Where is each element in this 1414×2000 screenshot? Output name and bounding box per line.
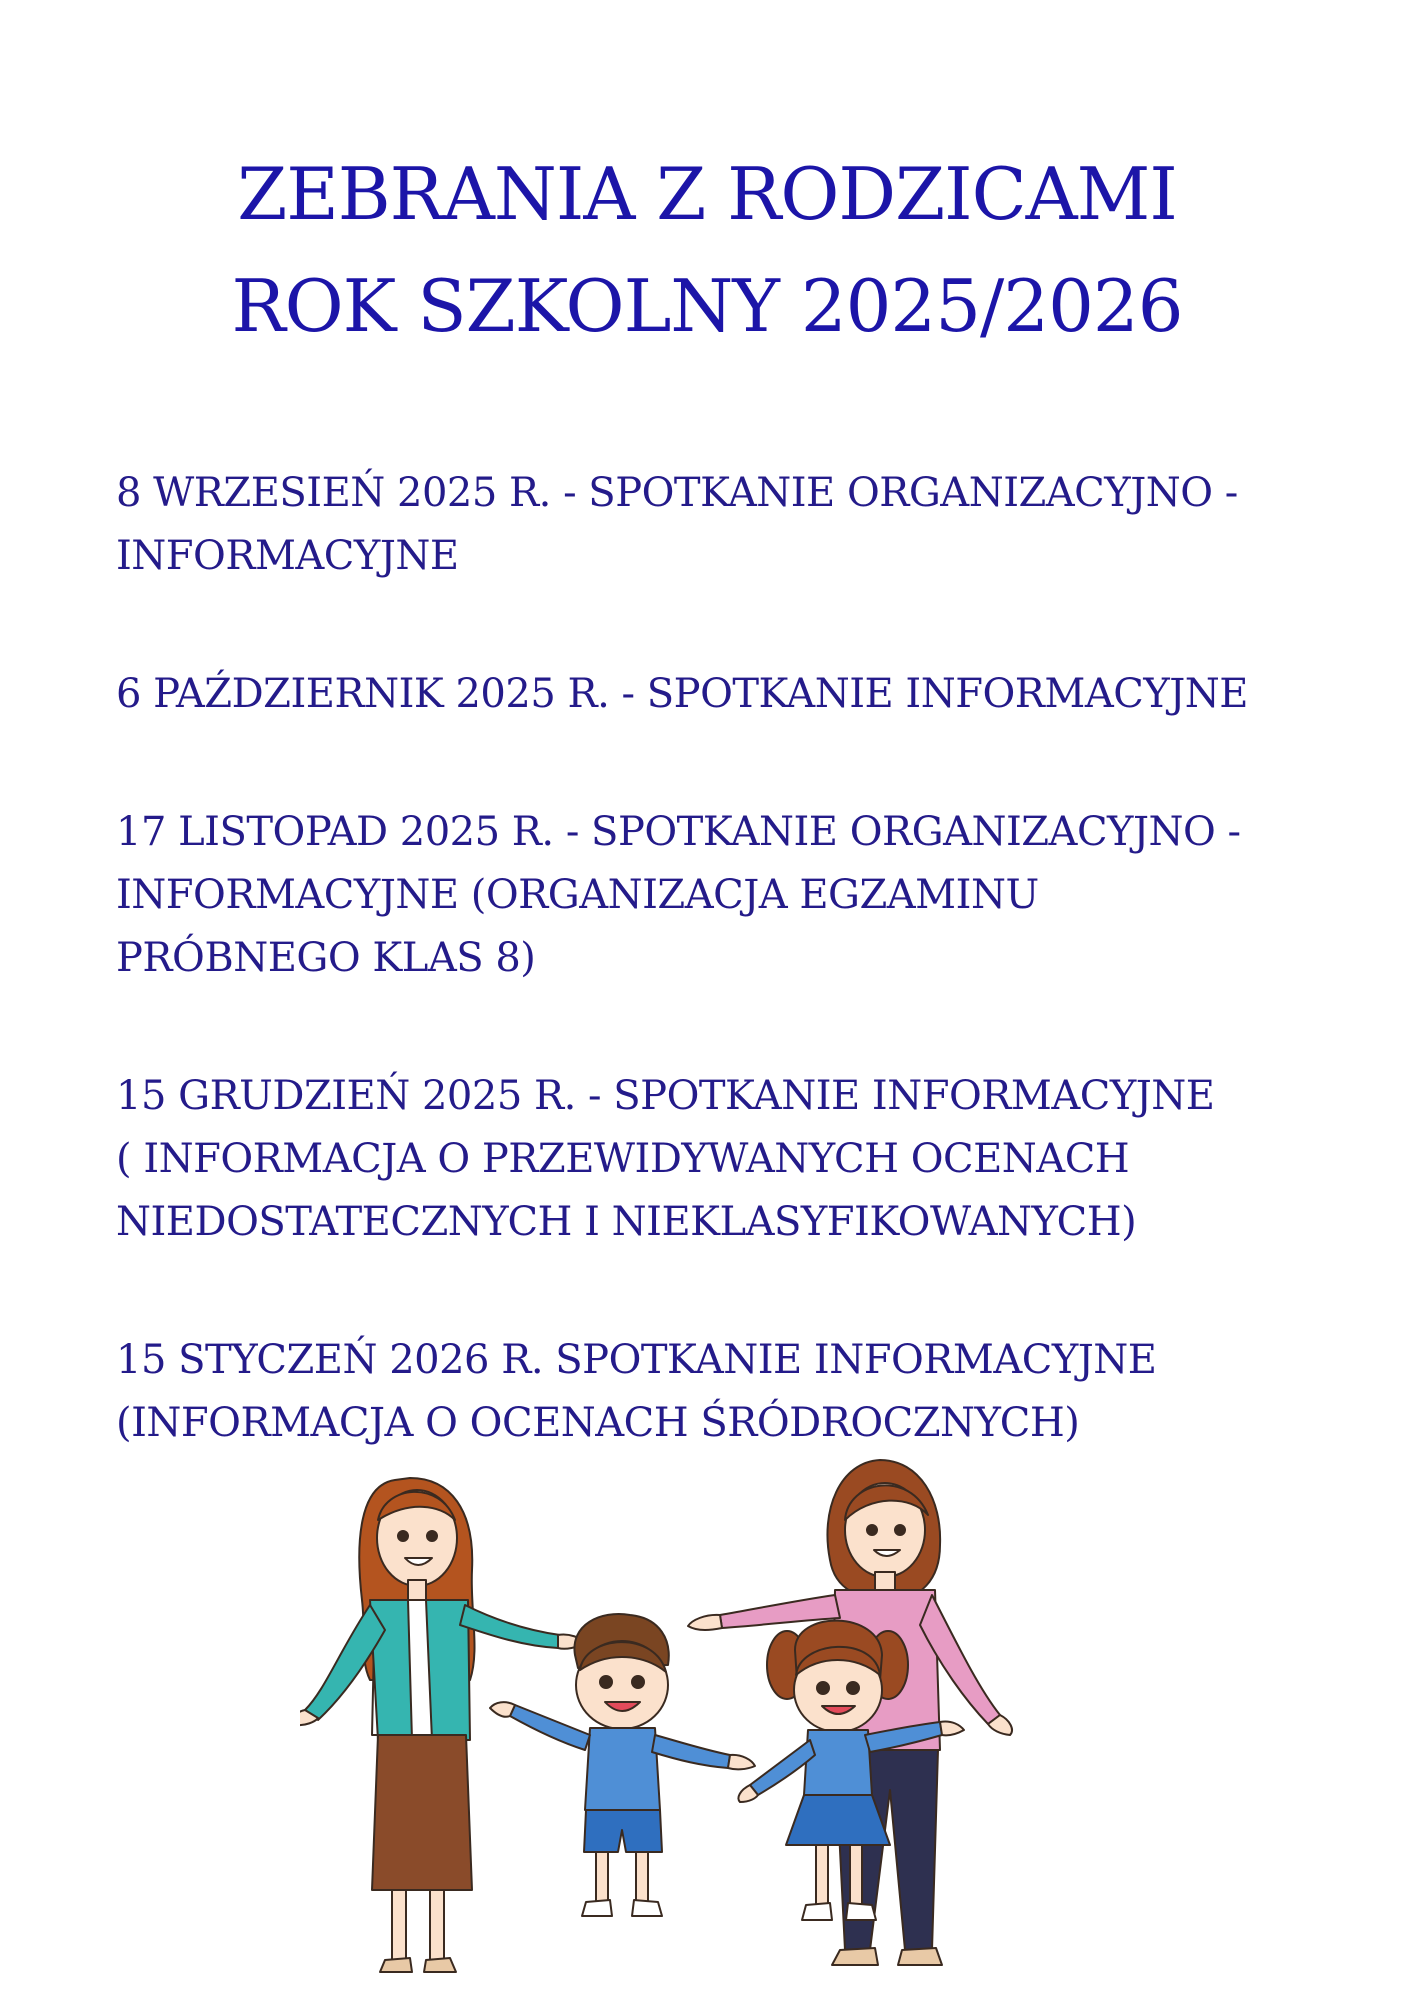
meeting-list xyxy=(116,462,1356,1530)
meeting-line: (INFORMACJA O OCENACH ŚRÓDROCZNYCH) xyxy=(116,1400,1080,1446)
title-line-1: ZEBRANIA Z RODZICAMI xyxy=(237,152,1177,236)
meeting-item xyxy=(116,1065,1356,1254)
meeting-line: ( INFORMACJA O PRZEWIDYWANYCH OCENACH xyxy=(116,1136,1130,1182)
meeting-item xyxy=(116,1329,1356,1455)
family-illustration-icon xyxy=(300,1450,1120,1990)
meeting-line: PRÓBNEGO KLAS 8) xyxy=(116,935,536,981)
meeting-line: 8 WRZESIEŃ 2025 R. - SPOTKANIE ORGANIZACYJNO - xyxy=(116,470,1238,516)
meeting-line: INFORMACYJNE xyxy=(116,533,459,579)
meeting-item xyxy=(116,801,1356,990)
meeting-line: 15 STYCZEŃ 2026 R. SPOTKANIE INFORMACYJNE xyxy=(116,1337,1157,1383)
title-line-2: ROK SZKOLNY 2025/2026 xyxy=(231,264,1183,348)
page-title xyxy=(0,138,1414,362)
meeting-line: 17 LISTOPAD 2025 R. - SPOTKANIE ORGANIZACYJNO - xyxy=(116,809,1241,855)
meeting-line: INFORMACYJNE (ORGANIZACJA EGZAMINU xyxy=(116,872,1039,918)
meeting-item xyxy=(116,663,1356,726)
meeting-item xyxy=(116,462,1356,588)
meeting-line: NIEDOSTATECZNYCH I NIEKLASYFIKOWANYCH) xyxy=(116,1199,1137,1245)
meeting-line: 6 PAŹDZIERNIK 2025 R. - SPOTKANIE INFORMACYJNE xyxy=(116,671,1248,717)
meeting-line: 15 GRUDZIEŃ 2025 R. - SPOTKANIE INFORMACYJNE xyxy=(116,1073,1215,1119)
boy-icon xyxy=(490,1614,755,1916)
